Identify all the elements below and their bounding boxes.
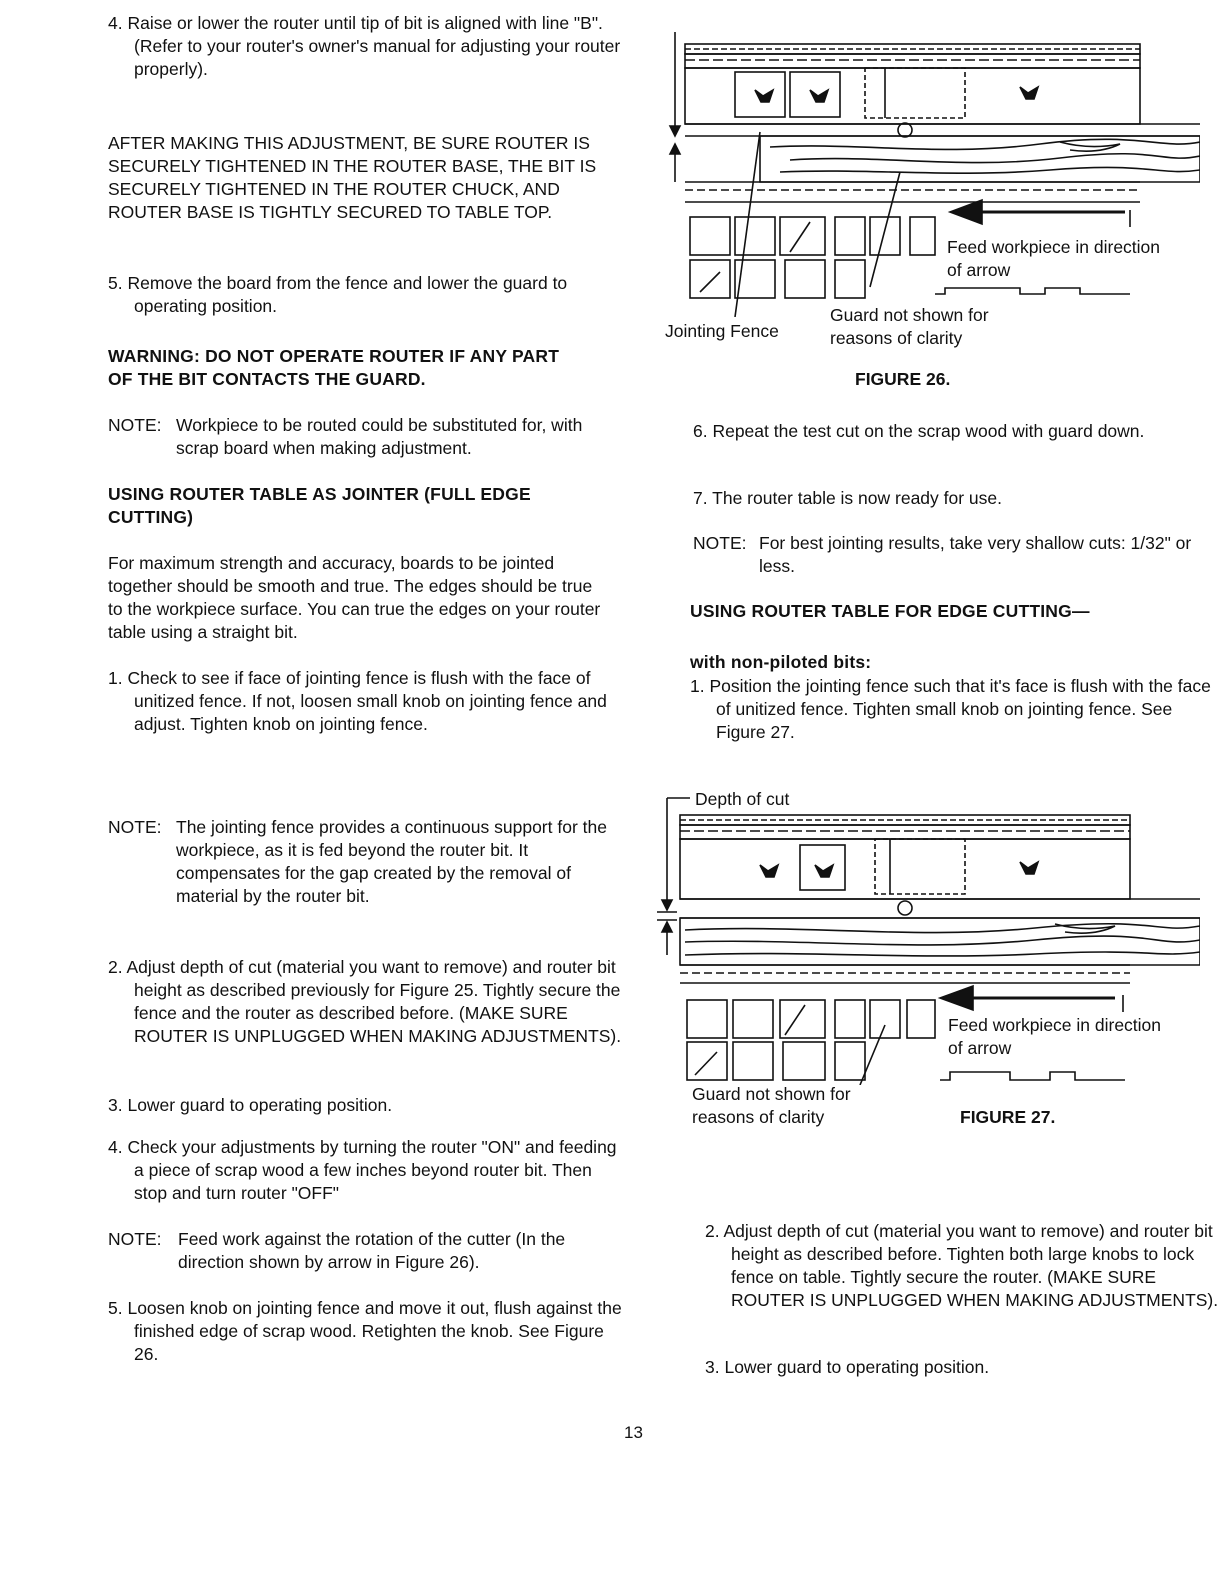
figure-27-feed-label: Feed workpiece in direction of arrow xyxy=(948,1015,1162,1058)
continued-step-4: 4. Raise or lower the router until tip of bit is aligned with line "B". (Refer to your router's owner's manual for adjusting your router properly). xyxy=(108,13,621,79)
note-feed-work xyxy=(108,1228,608,1274)
note-text: The jointing fence provides a continuous support for the workpiece, as it is fed beyond the router bit. It compensates for the gap created by the removal of material by the router bit. xyxy=(176,817,607,906)
warning-paragraph: WARNING: DO NOT OPERATE ROUTER IF ANY PART OF THE BIT CONTACTS THE GUARD. xyxy=(108,346,560,389)
figure-26-jointing-fence-label: Jointing Fence xyxy=(665,321,779,341)
jointer-intro: For maximum strength and accuracy, boards to be jointed together should be smooth and true. The edges should be true to the workpiece surface. You can true the edges on your router table using a straight bit. xyxy=(108,553,601,642)
figure-27-depth-label: Depth of cut xyxy=(695,789,790,809)
note-label: NOTE: xyxy=(108,415,162,435)
note-label: NOTE: xyxy=(108,817,162,837)
step-e1-position-fence: 1. Position the jointing fence such that it's face is flush with the face of unitized fence. Tighten small knob on jointing fence. See Figure 27. xyxy=(690,676,1211,742)
caps-adjustment-paragraph: AFTER MAKING THIS ADJUSTMENT, BE SURE ROUTER IS SECURELY TIGHTENED IN THE ROUTER BASE, THE BIT IS SECURELY TIGHTENED IN THE ROUTER CHUCK, AND ROUTER BASE IS TIGHTLY SECURED TO TABLE TOP. xyxy=(108,133,597,222)
note-shallow-cuts xyxy=(693,532,1193,578)
note-text: For best jointing results, take very shallow cuts: 1/32" or less. xyxy=(759,533,1192,576)
step-e3-lower-guard: 3. Lower guard to operating position. xyxy=(705,1357,990,1377)
figure-26-feed-label: Feed workpiece in direction of arrow xyxy=(947,237,1161,280)
step-e2-adjust-depth: 2. Adjust depth of cut (material you want to remove) and router bit height as described before. Tighten both large knobs to lock fence on table. Tightly secure the router. (MAKE SURE ROUTER IS UNPLUGGED WHEN MAKING ADJUSTMENTS). xyxy=(705,1221,1219,1310)
step-3-lower-guard: 3. Lower guard to operating position. xyxy=(108,1095,393,1115)
step-1-check-fence: 1. Check to see if face of jointing fence is flush with the face of unitized fence. If not, loosen small knob on jointing fence and adjust. Tighten knob on jointing fence. xyxy=(108,668,607,734)
step-6-repeat: 6. Repeat the test cut on the scrap wood with guard down. xyxy=(693,421,1145,441)
step-7-ready: 7. The router table is now ready for use. xyxy=(693,488,1003,508)
figure-26-guard-label: Guard not shown for reasons of clarity xyxy=(830,305,989,348)
note-workpiece xyxy=(108,414,608,460)
note-text: Workpiece to be routed could be substituted for, with scrap board when making adjustment. xyxy=(176,415,583,458)
subheading-non-piloted: with non-piloted bits: xyxy=(690,652,872,672)
note-jointing-fence xyxy=(108,816,608,908)
step-4-check-adjustments: 4. Check your adjustments by turning the router "ON" and feeding a piece of scrap wood a few inches beyond router bit. Then stop and turn router "OFF" xyxy=(108,1137,617,1203)
note-text: Feed work against the rotation of the cutter (In the direction shown by arrow in Figure 26). xyxy=(178,1229,566,1272)
note-label: NOTE: xyxy=(693,533,747,553)
figure-27-caption: FIGURE 27. xyxy=(960,1107,1056,1127)
heading-edge-cutting: USING ROUTER TABLE FOR EDGE CUTTING— xyxy=(690,601,1090,621)
heading-jointer: USING ROUTER TABLE AS JOINTER (FULL EDGE CUTTING) xyxy=(108,484,531,527)
note-label: NOTE: xyxy=(108,1229,162,1249)
step-5-remove-board: 5. Remove the board from the fence and lower the guard to operating position. xyxy=(108,273,568,316)
step-2-adjust-depth: 2. Adjust depth of cut (material you want to remove) and router bit height as described previously for Figure 25. Tightly secure the fence and the router as described before. (MAKE SURE ROUTER IS UNPLUGGED WHEN MAKING ADJUSTMENTS). xyxy=(108,957,622,1046)
step-5-loosen-knob: 5. Loosen knob on jointing fence and move it out, flush against the finished edge of scrap wood. Retighten the knob. See Figure 26. xyxy=(108,1298,622,1364)
figure-26-caption: FIGURE 26. xyxy=(855,369,951,389)
figure-27-guard-label: Guard not shown for reasons of clarity xyxy=(692,1084,851,1127)
page-number: 13 xyxy=(624,1423,643,1442)
